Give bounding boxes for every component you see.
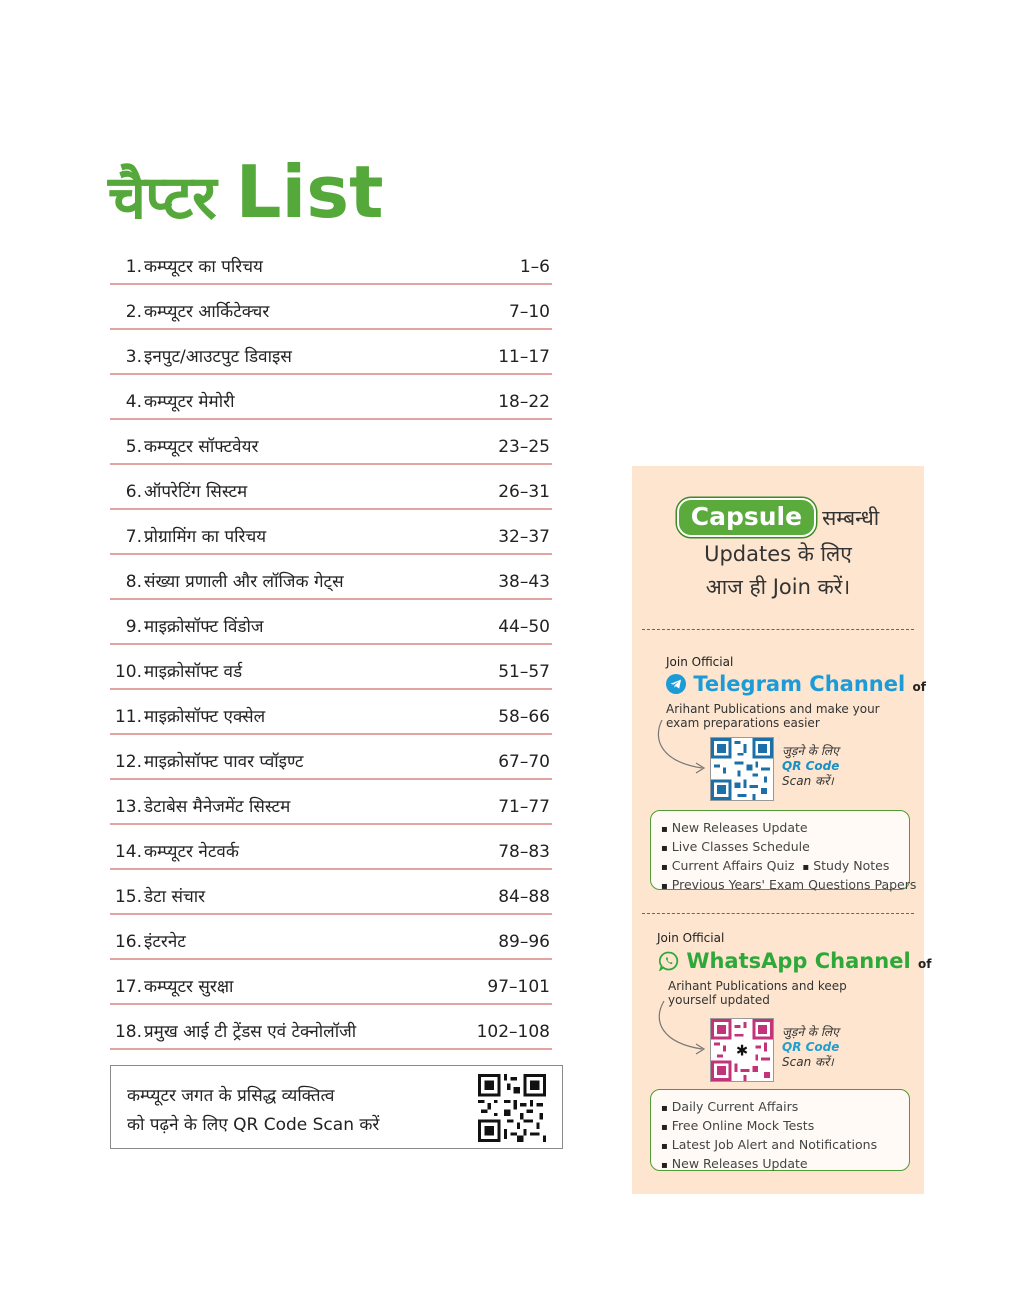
qr-box-line-1: कम्प्यूटर जगत के प्रसिद्ध व्यक्तित्व	[127, 1086, 335, 1106]
chapter-name: कम्प्यूटर मेमोरी	[144, 392, 235, 412]
chapter-number: 17.	[114, 977, 142, 997]
whatsapp-join-label: Join Official	[657, 931, 725, 945]
divider	[642, 913, 914, 914]
telegram-of: of	[912, 680, 926, 694]
chapter-row[interactable]	[110, 420, 552, 465]
chapter-pages: 18–22	[498, 392, 550, 412]
scan-text-2: QR Code	[782, 759, 840, 773]
chapter-number: 18.	[114, 1022, 142, 1042]
chapter-pages: 58–66	[498, 707, 550, 727]
chapter-pages: 84–88	[498, 887, 550, 907]
chapter-name: कम्प्यूटर सुरक्षा	[144, 977, 234, 997]
chapter-name: इनपुट/आउटपुट डिवाइस	[144, 347, 292, 367]
chapter-row[interactable]	[110, 240, 552, 285]
title-english: List	[235, 150, 384, 234]
chapter-row[interactable]	[110, 330, 552, 375]
chapter-row[interactable]	[110, 780, 552, 825]
chapter-pages: 1–6	[519, 257, 550, 277]
chapter-name: कम्प्यूटर सॉफ्टवेयर	[144, 437, 259, 457]
chapter-number: 14.	[114, 842, 142, 862]
feature-text: Current Affairs Quiz	[671, 858, 795, 873]
chapter-number: 3.	[125, 347, 142, 367]
feature-item: ▪ New Releases Update	[661, 819, 909, 838]
chapter-list	[110, 240, 552, 1050]
feature-item: ▪ Free Online Mock Tests	[661, 1117, 909, 1136]
chapter-row[interactable]	[110, 825, 552, 870]
whatsapp-qr-icon[interactable]	[710, 1018, 774, 1082]
feature-text	[794, 858, 889, 873]
qr-box-text	[127, 1082, 379, 1140]
chapter-name: माइक्रोसॉफ्ट पावर प्वॉइण्ट	[144, 752, 304, 772]
chapter-pages: 78–83	[498, 842, 550, 862]
chapter-name: माइक्रोसॉफ्ट एक्सेल	[144, 707, 266, 727]
capsule-line-2: Updates के लिए	[704, 542, 852, 566]
chapter-number: 9.	[125, 617, 142, 637]
chapter-number: 11.	[114, 707, 142, 727]
chapter-pages: 44–50	[498, 617, 550, 637]
capsule-heading	[632, 498, 924, 537]
telegram-features	[650, 810, 917, 892]
feature-item: ▪ Daily Current Affairs	[661, 1098, 909, 1117]
personalities-qr-box	[110, 1065, 563, 1149]
chapter-name: माइक्रोसॉफ्ट विंडोज	[144, 617, 264, 637]
chapter-name: संख्या प्रणाली और लॉजिक गेट्स	[144, 572, 344, 592]
chapter-row[interactable]	[110, 870, 552, 915]
feature-item: ▪ Previous Years' Exam Questions Papers	[661, 876, 909, 895]
chapter-name: कम्प्यूटर आर्किटेक्चर	[144, 302, 270, 322]
whatsapp-scan-text	[782, 1025, 839, 1070]
chapter-number: 8.	[125, 572, 142, 592]
title-hindi: चैप्टर	[108, 163, 216, 233]
chapter-number: 5.	[125, 437, 142, 457]
chapter-row[interactable]	[110, 1005, 552, 1050]
chapter-name: डेटा संचार	[144, 887, 206, 907]
chapter-name: डेटाबेस मैनेजमेंट सिस्टम	[144, 797, 291, 817]
arrow-curve-icon	[652, 718, 712, 778]
chapter-pages: 26–31	[498, 482, 550, 502]
chapter-row[interactable]	[110, 735, 552, 780]
whatsapp-channel-link[interactable]	[659, 949, 931, 973]
scan-text-2: QR Code	[782, 1040, 840, 1054]
feature-text-inner: Study Notes	[813, 858, 890, 873]
chapter-pages: 102–108	[476, 1022, 550, 1042]
chapter-pages: 71–77	[498, 797, 550, 817]
whatsapp-channel-title: WhatsApp Channel	[686, 949, 911, 973]
feature-item: ▪ Live Classes Schedule	[661, 838, 909, 857]
telegram-channel-title: Telegram Channel	[693, 672, 906, 696]
whatsapp-subtext: Arihant Publications and keep yourself updated	[668, 979, 847, 1007]
chapter-name: माइक्रोसॉफ्ट वर्ड	[144, 662, 243, 682]
chapter-row[interactable]	[110, 465, 552, 510]
divider	[642, 629, 914, 630]
chapter-pages: 7–10	[509, 302, 550, 322]
chapter-name: इंटरनेट	[144, 932, 186, 952]
qr-code-icon[interactable]	[478, 1074, 546, 1142]
capsule-hindi: सम्बन्धी	[822, 505, 880, 530]
chapter-pages: 89–96	[498, 932, 550, 952]
chapter-row[interactable]	[110, 510, 552, 555]
chapter-row[interactable]	[110, 960, 552, 1005]
chapter-pages: 51–57	[498, 662, 550, 682]
chapter-row[interactable]	[110, 690, 552, 735]
qr-box-line-2: को पढ़ने के लिए QR Code Scan करें	[127, 1115, 380, 1135]
chapter-row[interactable]	[110, 915, 552, 960]
scan-text-3: Scan करें।	[782, 1055, 834, 1069]
chapter-number: 15.	[114, 887, 142, 907]
channel-promo-panel	[632, 466, 932, 1194]
page-title	[108, 138, 384, 234]
chapter-pages: 11–17	[498, 347, 550, 367]
chapter-row[interactable]	[110, 375, 552, 420]
telegram-icon	[666, 674, 686, 694]
capsule-line-3: आज ही Join करें।	[705, 575, 851, 599]
chapter-number: 7.	[125, 527, 142, 547]
chapter-pages: 97–101	[487, 977, 550, 997]
telegram-channel-link[interactable]	[666, 672, 926, 696]
chapter-name: प्रोग्रामिंग का परिचय	[144, 527, 267, 547]
chapter-row[interactable]	[110, 555, 552, 600]
svg-text:✱: ✱	[735, 1042, 749, 1060]
chapter-number: 6.	[125, 482, 142, 502]
feature-item: ▪ New Releases Update	[661, 1155, 909, 1174]
chapter-name: कम्प्यूटर नेटवर्क	[144, 842, 239, 862]
chapter-number: 16.	[114, 932, 142, 952]
scan-text-1: जुड़ने के लिए	[782, 1025, 839, 1039]
whatsapp-of: of	[917, 957, 932, 971]
capsule-badge: Capsule	[677, 498, 816, 537]
chapter-number: 13.	[114, 797, 142, 817]
scan-text-1: जुड़ने के लिए	[782, 744, 839, 758]
arrow-curve-icon	[652, 999, 712, 1059]
chapter-name: ऑपरेटिंग सिस्टम	[144, 482, 248, 502]
chapter-number: 12.	[114, 752, 142, 772]
chapter-row[interactable]	[110, 600, 552, 645]
telegram-join-label: Join Official	[666, 655, 734, 669]
telegram-scan-text	[782, 744, 839, 789]
chapter-row[interactable]	[110, 645, 552, 690]
chapter-number: 4.	[125, 392, 142, 412]
chapter-number: 1.	[125, 257, 142, 277]
whatsapp-icon	[659, 951, 679, 971]
chapter-pages: 32–37	[498, 527, 550, 547]
chapter-name: प्रमुख आई टी ट्रेंडस एवं टेक्नोलॉजी	[144, 1022, 357, 1042]
scan-text-3: Scan करें।	[782, 774, 834, 788]
whatsapp-features	[650, 1089, 910, 1171]
chapter-number: 2.	[125, 302, 142, 322]
feature-item	[661, 857, 909, 876]
feature-item: ▪ Latest Job Alert and Notifications	[661, 1136, 909, 1155]
telegram-qr-icon[interactable]	[710, 737, 774, 801]
telegram-subtext: Arihant Publications and make your exam preparations easier	[666, 702, 880, 730]
chapter-pages: 23–25	[498, 437, 550, 457]
chapter-pages: 38–43	[498, 572, 550, 592]
chapter-number: 10.	[114, 662, 142, 682]
chapter-name: कम्प्यूटर का परिचय	[144, 257, 263, 277]
chapter-pages: 67–70	[498, 752, 550, 772]
chapter-row[interactable]	[110, 285, 552, 330]
